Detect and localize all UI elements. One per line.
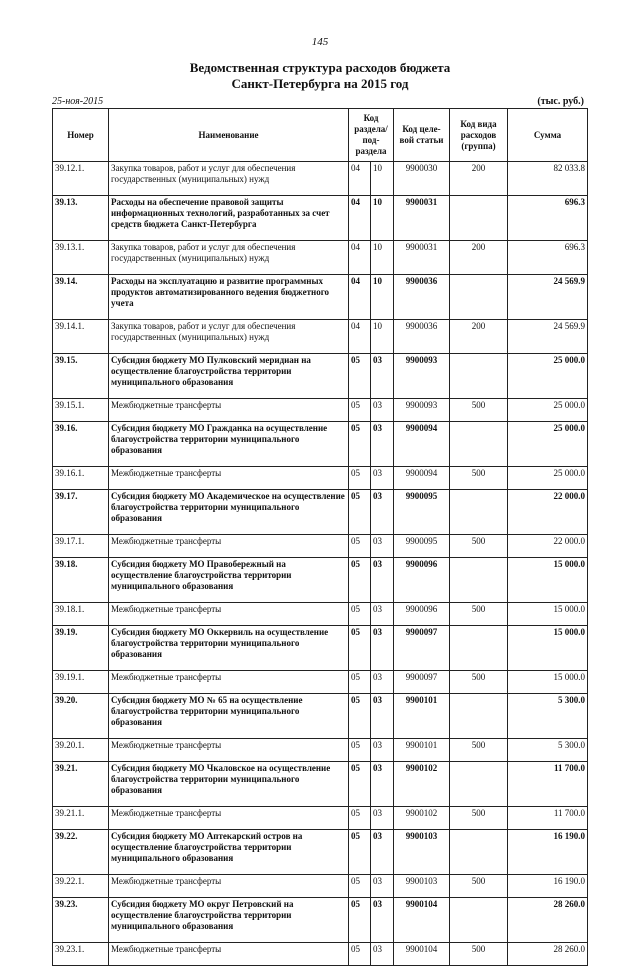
- row-expense-type: 500: [450, 467, 508, 490]
- row-target-code: 9900094: [394, 467, 450, 490]
- row-sum: 25 000.0: [508, 422, 588, 467]
- row-section-code: 05: [349, 739, 371, 762]
- row-subsection-code: 03: [371, 467, 394, 490]
- row-subsection-code: 03: [371, 354, 394, 399]
- row-number: 39.22.1.: [53, 875, 109, 898]
- table-row: [53, 241, 588, 275]
- row-number: 39.16.: [53, 422, 109, 467]
- row-number: 39.19.: [53, 626, 109, 671]
- row-name: Субсидия бюджету МО № 65 на осуществление благоустройства территории муниципального образования: [109, 694, 349, 739]
- row-subsection-code: 03: [371, 943, 394, 966]
- row-section-code: 05: [349, 354, 371, 399]
- table-row: [53, 196, 588, 241]
- row-sum: 696.3: [508, 196, 588, 241]
- table-row: [53, 275, 588, 320]
- row-name: Субсидия бюджету МО округ Петровский на осуществление благоустройства территории муниципального образования: [109, 898, 349, 943]
- row-name: Субсидия бюджету МО Чкаловское на осуществление благоустройства территории муниципального образования: [109, 762, 349, 807]
- row-subsection-code: 10: [371, 320, 394, 354]
- row-number: 39.23.1.: [53, 943, 109, 966]
- row-subsection-code: 03: [371, 694, 394, 739]
- row-expense-type: [450, 558, 508, 603]
- table-row: [53, 535, 588, 558]
- row-expense-type: 200: [450, 320, 508, 354]
- row-name: Закупка товаров, работ и услуг для обеспечения государственных (муниципальных) нужд: [109, 162, 349, 196]
- row-target-code: 9900101: [394, 694, 450, 739]
- row-sum: 16 190.0: [508, 875, 588, 898]
- header-name: Наименование: [109, 109, 349, 162]
- page-number: 145: [311, 36, 329, 48]
- row-expense-type: 500: [450, 399, 508, 422]
- budget-table: [52, 108, 588, 966]
- row-name: Субсидия бюджету МО Гражданка на осуществление благоустройства территории муниципального образования: [109, 422, 349, 467]
- header-target: Код целе-вой статьи: [394, 109, 450, 162]
- row-sum: 24 569.9: [508, 320, 588, 354]
- row-target-code: 9900095: [394, 535, 450, 558]
- row-subsection-code: 03: [371, 807, 394, 830]
- row-number: 39.13.1.: [53, 241, 109, 275]
- table-row: [53, 762, 588, 807]
- row-sum: 16 190.0: [508, 830, 588, 875]
- table-row: [53, 558, 588, 603]
- row-name: Расходы на эксплуатацию и развитие программных продуктов автоматизированного ведения бюджетного учета: [109, 275, 349, 320]
- row-target-code: 9900030: [394, 162, 450, 196]
- row-sum: 15 000.0: [508, 603, 588, 626]
- row-subsection-code: 03: [371, 535, 394, 558]
- table-row: [53, 354, 588, 399]
- row-subsection-code: 03: [371, 490, 394, 535]
- row-number: 39.12.1.: [53, 162, 109, 196]
- row-number: 39.22.: [53, 830, 109, 875]
- row-sum: 5 300.0: [508, 739, 588, 762]
- row-section-code: 05: [349, 467, 371, 490]
- row-target-code: 9900104: [394, 898, 450, 943]
- row-section-code: 05: [349, 535, 371, 558]
- row-number: 39.20.: [53, 694, 109, 739]
- row-sum: 25 000.0: [508, 354, 588, 399]
- row-target-code: 9900103: [394, 875, 450, 898]
- row-number: 39.20.1.: [53, 739, 109, 762]
- table-row: [53, 162, 588, 196]
- row-subsection-code: 10: [371, 275, 394, 320]
- row-expense-type: 500: [450, 671, 508, 694]
- table-header-row: [53, 109, 588, 162]
- row-target-code: 9900096: [394, 603, 450, 626]
- row-number: 39.14.: [53, 275, 109, 320]
- row-section-code: 04: [349, 241, 371, 275]
- row-expense-type: [450, 626, 508, 671]
- row-sum: 28 260.0: [508, 898, 588, 943]
- table-row: [53, 943, 588, 966]
- row-expense-type: 500: [450, 535, 508, 558]
- title-line-2: Санкт-Петербурга на 2015 год: [231, 76, 409, 91]
- row-expense-type: 500: [450, 739, 508, 762]
- row-number: 39.18.1.: [53, 603, 109, 626]
- row-sum: 15 000.0: [508, 626, 588, 671]
- row-number: 39.17.1.: [53, 535, 109, 558]
- row-number: 39.17.: [53, 490, 109, 535]
- row-subsection-code: 03: [371, 898, 394, 943]
- row-target-code: 9900093: [394, 354, 450, 399]
- row-sum: 25 000.0: [508, 399, 588, 422]
- row-section-code: 05: [349, 807, 371, 830]
- units-label: (тыс. руб.): [537, 96, 584, 107]
- row-expense-type: [450, 275, 508, 320]
- row-name: Межбюджетные трансферты: [109, 603, 349, 626]
- row-expense-type: [450, 898, 508, 943]
- row-number: 39.18.: [53, 558, 109, 603]
- table-row: [53, 422, 588, 467]
- row-target-code: 9900097: [394, 671, 450, 694]
- row-expense-type: [450, 422, 508, 467]
- row-number: 39.21.1.: [53, 807, 109, 830]
- row-number: 39.14.1.: [53, 320, 109, 354]
- row-target-code: 9900103: [394, 830, 450, 875]
- row-number: 39.15.1.: [53, 399, 109, 422]
- row-subsection-code: 03: [371, 558, 394, 603]
- table-row: [53, 807, 588, 830]
- row-section-code: 05: [349, 694, 371, 739]
- row-subsection-code: 10: [371, 162, 394, 196]
- table-row: [53, 320, 588, 354]
- table-row: [53, 898, 588, 943]
- table-row: [53, 603, 588, 626]
- row-name: Межбюджетные трансферты: [109, 671, 349, 694]
- table-row: [53, 467, 588, 490]
- row-section-code: 04: [349, 162, 371, 196]
- row-target-code: 9900036: [394, 275, 450, 320]
- row-name: Межбюджетные трансферты: [109, 943, 349, 966]
- row-name: Субсидия бюджету МО Оккервиль на осуществление благоустройства территории муниципального образования: [109, 626, 349, 671]
- table-row: [53, 830, 588, 875]
- row-sum: 5 300.0: [508, 694, 588, 739]
- row-name: Субсидия бюджету МО Академическое на осуществление благоустройства территории муниципального образования: [109, 490, 349, 535]
- row-section-code: 05: [349, 603, 371, 626]
- row-section-code: 05: [349, 898, 371, 943]
- table-row: [53, 739, 588, 762]
- table-row: [53, 875, 588, 898]
- row-target-code: 9900095: [394, 490, 450, 535]
- header-number: Номер: [53, 109, 109, 162]
- row-sum: 22 000.0: [508, 490, 588, 535]
- row-sum: 696.3: [508, 241, 588, 275]
- row-subsection-code: 03: [371, 739, 394, 762]
- row-expense-type: 500: [450, 807, 508, 830]
- row-subsection-code: 03: [371, 671, 394, 694]
- row-section-code: 05: [349, 830, 371, 875]
- row-expense-type: [450, 694, 508, 739]
- row-section-code: 05: [349, 943, 371, 966]
- row-target-code: 9900031: [394, 241, 450, 275]
- row-subsection-code: 03: [371, 762, 394, 807]
- row-target-code: 9900104: [394, 943, 450, 966]
- row-expense-type: 200: [450, 241, 508, 275]
- row-sum: 82 033.8: [508, 162, 588, 196]
- row-expense-type: [450, 830, 508, 875]
- row-sum: 11 700.0: [508, 807, 588, 830]
- table-row: [53, 694, 588, 739]
- row-subsection-code: 03: [371, 399, 394, 422]
- header-type: Код вида расходов (группа): [450, 109, 508, 162]
- row-expense-type: 500: [450, 875, 508, 898]
- row-number: 39.16.1.: [53, 467, 109, 490]
- row-section-code: 04: [349, 275, 371, 320]
- row-section-code: 05: [349, 490, 371, 535]
- row-target-code: 9900096: [394, 558, 450, 603]
- row-expense-type: [450, 354, 508, 399]
- row-target-code: 9900102: [394, 807, 450, 830]
- row-target-code: 9900036: [394, 320, 450, 354]
- row-name: Закупка товаров, работ и услуг для обеспечения государственных (муниципальных) нужд: [109, 241, 349, 275]
- header-sum: Сумма: [508, 109, 588, 162]
- row-name: Межбюджетные трансферты: [109, 875, 349, 898]
- row-subsection-code: 03: [371, 830, 394, 875]
- row-section-code: 05: [349, 671, 371, 694]
- row-section-code: 05: [349, 422, 371, 467]
- row-number: 39.19.1.: [53, 671, 109, 694]
- table-row: [53, 626, 588, 671]
- table-row: [53, 490, 588, 535]
- row-subsection-code: 03: [371, 603, 394, 626]
- row-name: Расходы на обеспечение правовой защиты информационных технологий, разработанных за счет средств бюджета Санкт-Петербурга: [109, 196, 349, 241]
- row-sum: 24 569.9: [508, 275, 588, 320]
- row-name: Межбюджетные трансферты: [109, 399, 349, 422]
- row-section-code: 04: [349, 320, 371, 354]
- table-body: [53, 162, 588, 966]
- row-target-code: 9900031: [394, 196, 450, 241]
- row-sum: 28 260.0: [508, 943, 588, 966]
- row-expense-type: [450, 196, 508, 241]
- row-name: Субсидия бюджету МО Аптекарский остров на осуществление благоустройства территории муниципального образования: [109, 830, 349, 875]
- row-target-code: 9900097: [394, 626, 450, 671]
- document-title: [0, 60, 640, 92]
- row-sum: 15 000.0: [508, 671, 588, 694]
- row-expense-type: [450, 762, 508, 807]
- row-section-code: 05: [349, 626, 371, 671]
- header-section: Код раздела/ под-раздела: [349, 109, 394, 162]
- row-subsection-code: 10: [371, 241, 394, 275]
- row-name: Межбюджетные трансферты: [109, 739, 349, 762]
- row-section-code: 04: [349, 196, 371, 241]
- table-row: [53, 399, 588, 422]
- row-number: 39.23.: [53, 898, 109, 943]
- row-name: Закупка товаров, работ и услуг для обеспечения государственных (муниципальных) нужд: [109, 320, 349, 354]
- row-target-code: 9900102: [394, 762, 450, 807]
- document-date: 25-ноя-2015: [52, 96, 104, 107]
- row-section-code: 05: [349, 399, 371, 422]
- row-subsection-code: 10: [371, 196, 394, 241]
- row-section-code: 05: [349, 762, 371, 807]
- row-name: Субсидия бюджету МО Правобережный на осуществление благоустройства территории муниципального образования: [109, 558, 349, 603]
- row-name: Субсидия бюджету МО Пулковский меридиан на осуществление благоустройства территории муниципального образования: [109, 354, 349, 399]
- row-sum: 11 700.0: [508, 762, 588, 807]
- row-target-code: 9900094: [394, 422, 450, 467]
- row-expense-type: 200: [450, 162, 508, 196]
- row-sum: 15 000.0: [508, 558, 588, 603]
- row-number: 39.21.: [53, 762, 109, 807]
- table-row: [53, 671, 588, 694]
- row-subsection-code: 03: [371, 422, 394, 467]
- row-name: Межбюджетные трансферты: [109, 535, 349, 558]
- row-sum: 22 000.0: [508, 535, 588, 558]
- row-name: Межбюджетные трансферты: [109, 467, 349, 490]
- row-name: Межбюджетные трансферты: [109, 807, 349, 830]
- row-subsection-code: 03: [371, 626, 394, 671]
- row-expense-type: 500: [450, 943, 508, 966]
- row-subsection-code: 03: [371, 875, 394, 898]
- row-number: 39.13.: [53, 196, 109, 241]
- row-target-code: 9900101: [394, 739, 450, 762]
- title-line-1: Ведомственная структура расходов бюджета: [189, 60, 451, 75]
- row-sum: 25 000.0: [508, 467, 588, 490]
- row-number: 39.15.: [53, 354, 109, 399]
- row-section-code: 05: [349, 875, 371, 898]
- row-expense-type: 500: [450, 603, 508, 626]
- row-target-code: 9900093: [394, 399, 450, 422]
- row-section-code: 05: [349, 558, 371, 603]
- row-expense-type: [450, 490, 508, 535]
